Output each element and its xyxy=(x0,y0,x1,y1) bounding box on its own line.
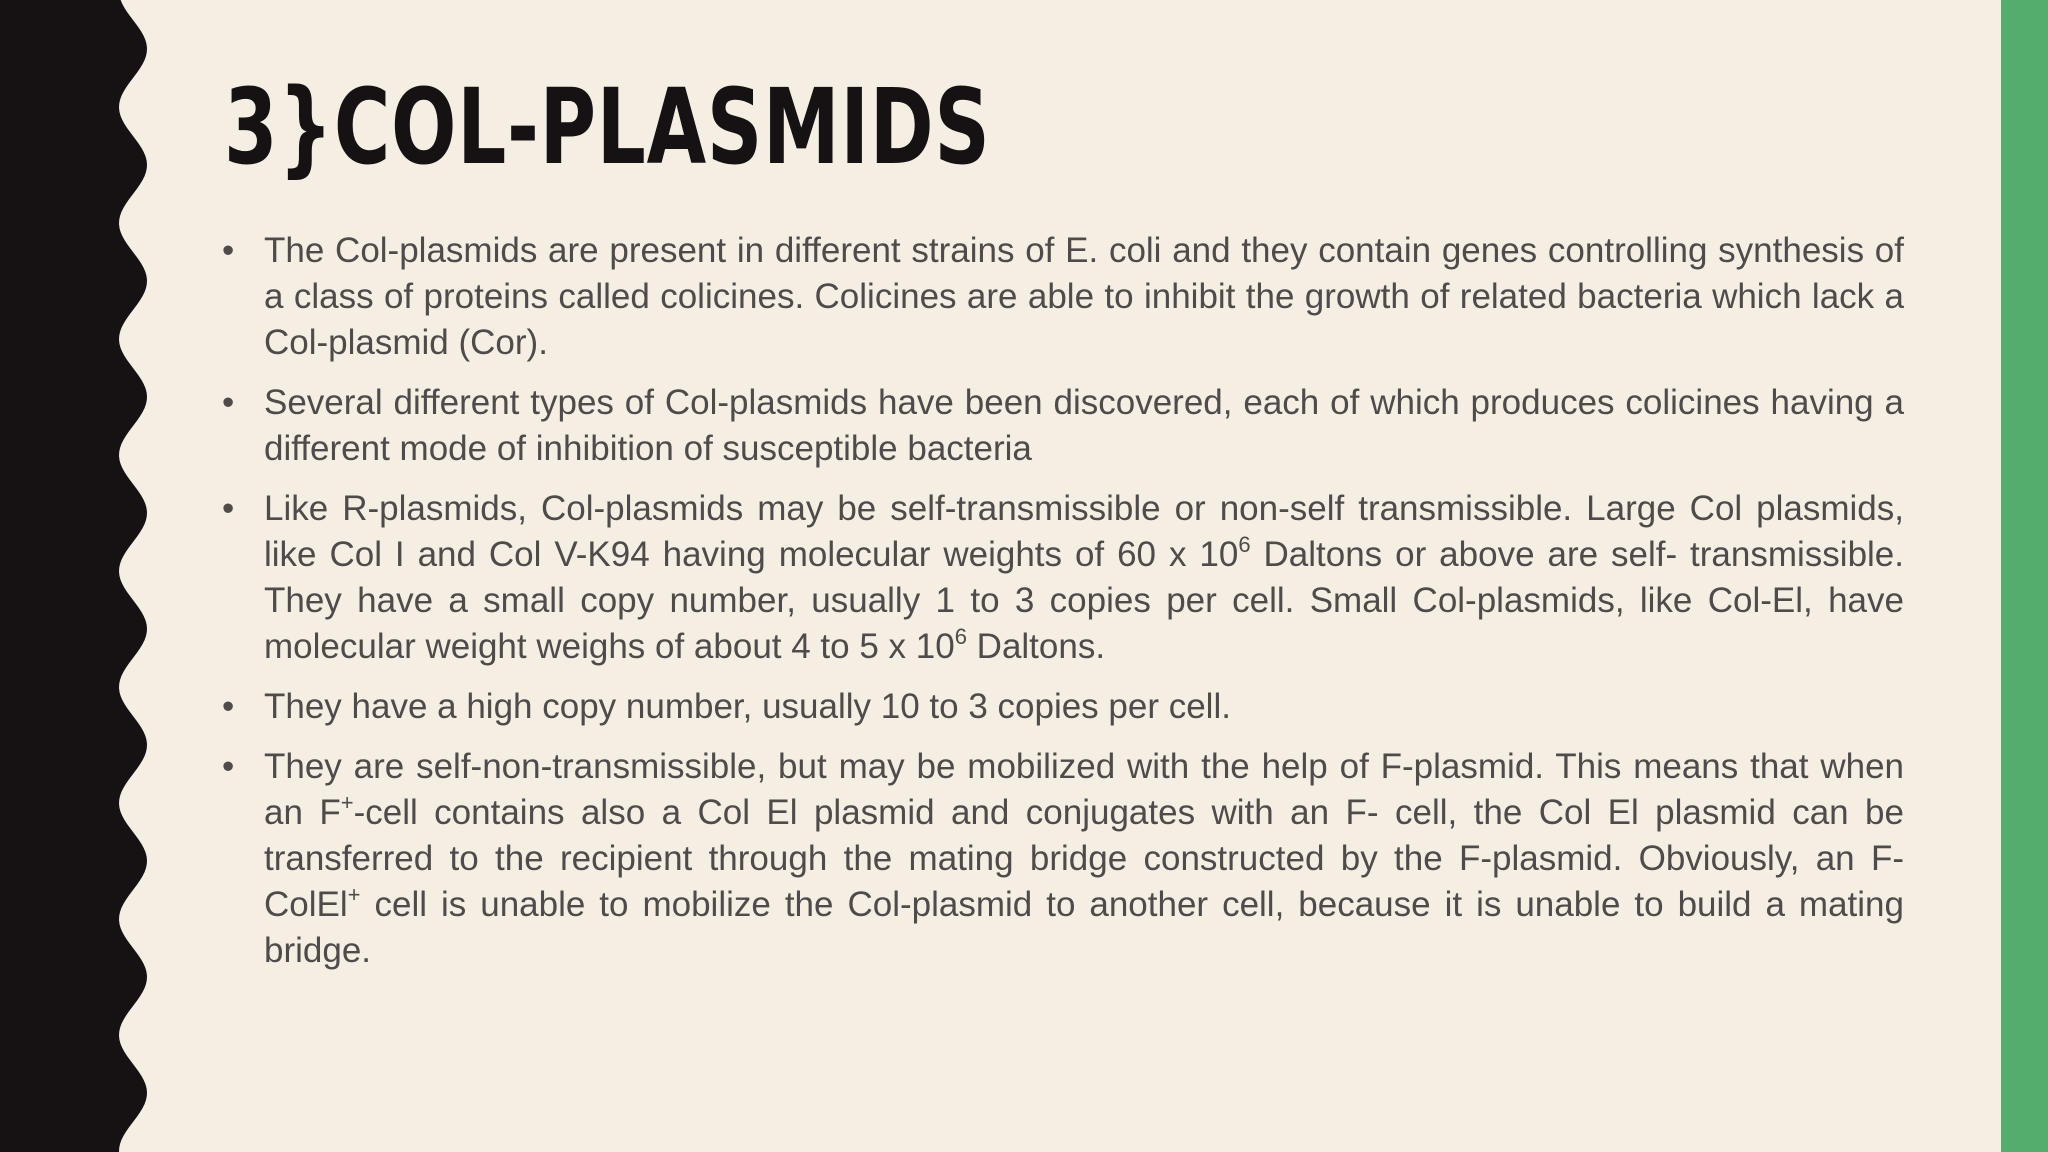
bullet-text: The Col-plasmids are present in different strains of E. coli and they contain genes controlling synthesis of a class of proteins called colicines. Colicines are able to inhibit the growth of related bacteria which lack a Col-plasmid (Cor). xyxy=(264,231,1904,362)
accent-bar xyxy=(2001,0,2048,1152)
superscript: 6 xyxy=(1238,532,1251,557)
bullet-text: Several different types of Col-plasmids have been discovered, each of which produces colicines having a different mode of inhibition of susceptible bacteria xyxy=(264,383,1904,468)
bullet-text: cell is unable to mobilize the Col-plasmid to another cell, because it is unable to build a mating bridge. xyxy=(264,885,1904,970)
bullet-text: Daltons. xyxy=(966,627,1106,666)
bullet-item xyxy=(222,684,1904,730)
bullet-text: Daltons or above are self- transmissible. They have a small copy number, usually 1 to 3 copies per cell. Small Col-plasmids, like Col-El, have molecular weight weighs of about 4 to 5 x 10 xyxy=(264,535,1904,666)
slide-title: 3}COL-PLASMIDS xyxy=(224,66,991,188)
bullet-list xyxy=(222,228,1904,988)
superscript: + xyxy=(340,790,354,815)
bullet-text: Like R-plasmids, Col-plasmids may be self-transmissible or non-self transmissible. Large Col plasmids, like Col I and Col V-K94 having molecular weights of 60 x 10 xyxy=(264,489,1904,574)
bullet-text: They are self-non-transmissible, but may be mobilized with the help of F-plasmid. This means that when an F xyxy=(264,747,1904,832)
bullet-item xyxy=(222,744,1904,974)
bullet-text: -cell contains also a Col El plasmid and conjugates with an F- cell, the Col El plasmid can be transferred to the recipient through the mating bridge constructed by the F-plasmid. Obviously, an F-ColEl xyxy=(264,793,1904,924)
bullet-item xyxy=(222,486,1904,670)
bullet-text: They have a high copy number, usually 10 to 3 copies per cell. xyxy=(264,687,1231,726)
superscript: 6 xyxy=(954,624,967,649)
bullet-item xyxy=(222,228,1904,366)
wavy-border-decoration xyxy=(0,0,160,1152)
bullet-item xyxy=(222,380,1904,472)
superscript: + xyxy=(347,882,361,907)
